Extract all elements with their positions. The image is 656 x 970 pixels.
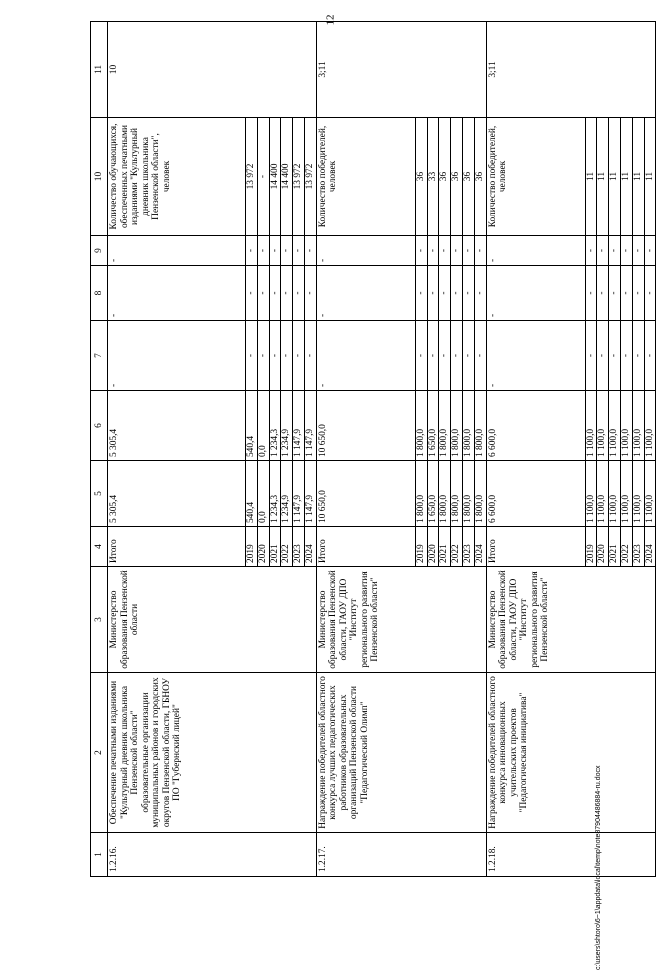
table-row [108, 22, 246, 877]
table-row [486, 22, 585, 877]
year-col-9: - [304, 236, 316, 266]
year-col-5: 1 800,0 [462, 461, 474, 527]
total-col-6: 5 305,4 [108, 391, 246, 461]
header-col-9: 9 [91, 236, 108, 266]
year-col-5: 1 100,0 [644, 461, 656, 527]
total-col-9: - [486, 236, 585, 266]
year-col-9: - [293, 236, 305, 266]
year-cell: 2024 [474, 527, 486, 567]
year-col-6: 1 650,0 [427, 391, 439, 461]
year-col-6: 1 100,0 [644, 391, 656, 461]
header-col-4: 4 [91, 527, 108, 567]
indicator-item: 3;11 [486, 22, 656, 118]
year-cell: 2024 [644, 527, 656, 567]
year-col-10: 11 [597, 118, 609, 236]
year-cell: 2023 [462, 527, 474, 567]
total-col-5: 10 650,0 [316, 461, 415, 527]
year-col-8: - [415, 266, 427, 321]
year-cell: 2020 [427, 527, 439, 567]
total-col-5: 5 305,4 [108, 461, 246, 527]
year-col-5: 1 147,9 [293, 461, 305, 527]
indicator-name: Количество победителей, человек [316, 118, 415, 236]
year-col-6: 1 800,0 [474, 391, 486, 461]
year-col-5: 1 650,0 [427, 461, 439, 527]
total-col-7: - [108, 321, 246, 391]
year-col-5: 1 234,9 [281, 461, 293, 527]
year-col-6: 1 147,9 [304, 391, 316, 461]
activity-name: Обеспечение печатными изданиями "Культурный дневник школьника Пензенской области" образовательные организации муниципальных районов и городских округов Пензенской области, ГБНОУ ПО "Губернский лицей" [108, 673, 317, 833]
year-col-7: - [462, 321, 474, 391]
year-col-10: 11 [632, 118, 644, 236]
year-col-8: - [474, 266, 486, 321]
year-col-10: 36 [451, 118, 463, 236]
year-col-10: 36 [415, 118, 427, 236]
year-col-6: 1 100,0 [620, 391, 632, 461]
table-row [316, 22, 415, 877]
year-col-8: - [257, 266, 269, 321]
year-col-9: - [451, 236, 463, 266]
year-col-5: 1 800,0 [415, 461, 427, 527]
total-col-6: 6 600,0 [486, 391, 585, 461]
year-cell: 2021 [439, 527, 451, 567]
footer-path-text: c:\users\shtoro\6~1\appdata\local\temp\note87904486884-ru.docx [595, 765, 602, 970]
indicator-name: Количество обучающихся, обеспеченных печатными изданиями "Культурный дневник школьника Пензенской области", человек [108, 118, 246, 236]
year-col-9: - [415, 236, 427, 266]
year-col-7: - [585, 321, 597, 391]
year-col-8: - [597, 266, 609, 321]
year-col-10: 14 400 [269, 118, 281, 236]
year-col-8: - [609, 266, 621, 321]
year-col-8: - [620, 266, 632, 321]
year-cell: 2023 [293, 527, 305, 567]
year-col-10: - [257, 118, 269, 236]
year-col-7: - [427, 321, 439, 391]
year-col-10: 14 400 [281, 118, 293, 236]
year-col-6: 1 100,0 [609, 391, 621, 461]
header-row [91, 22, 108, 877]
indicator-item: 10 [108, 22, 317, 118]
table-body [91, 22, 656, 877]
year-col-8: - [451, 266, 463, 321]
year-col-6: 0,0 [257, 391, 269, 461]
total-col-8: - [316, 266, 415, 321]
year-col-7: - [281, 321, 293, 391]
year-col-5: 1 100,0 [632, 461, 644, 527]
year-col-10: 13 972 [293, 118, 305, 236]
total-label: Итого [486, 527, 585, 567]
year-cell: 2019 [585, 527, 597, 567]
year-cell: 2021 [609, 527, 621, 567]
year-col-5: 1 234,3 [269, 461, 281, 527]
year-col-9: - [246, 236, 258, 266]
year-col-10: 13 972 [246, 118, 258, 236]
year-cell: 2019 [415, 527, 427, 567]
year-col-5: 1 147,9 [304, 461, 316, 527]
total-col-7: - [316, 321, 415, 391]
total-label: Итого [316, 527, 415, 567]
header-col-3: 3 [91, 567, 108, 673]
year-col-6: 540,4 [246, 391, 258, 461]
executor: Министерство образования Пензенской области, ГАОУ ДПО "Институт регионального развития Пензенской области" [316, 567, 486, 673]
item-number: 1.2.18. [486, 833, 656, 877]
year-col-10: 11 [585, 118, 597, 236]
year-cell: 2023 [632, 527, 644, 567]
year-col-9: - [620, 236, 632, 266]
year-col-6: 1 100,0 [585, 391, 597, 461]
year-cell: 2022 [620, 527, 632, 567]
header-col-2: 2 [91, 673, 108, 833]
indicator-name: Количество победителей, человек [486, 118, 585, 236]
item-number: 1.2.16. [108, 833, 317, 877]
program-table [90, 21, 656, 877]
header-col-11: 11 [91, 22, 108, 118]
year-col-8: - [269, 266, 281, 321]
year-col-8: - [644, 266, 656, 321]
year-col-8: - [427, 266, 439, 321]
header-col-10: 10 [91, 118, 108, 236]
year-col-8: - [281, 266, 293, 321]
year-col-9: - [585, 236, 597, 266]
year-col-6: 1 100,0 [597, 391, 609, 461]
header-col-1: 1 [91, 833, 108, 877]
year-col-5: 540,4 [246, 461, 258, 527]
year-col-10: 36 [439, 118, 451, 236]
indicator-item: 3;11 [316, 22, 486, 118]
year-cell: 2021 [269, 527, 281, 567]
year-col-5: 0,0 [257, 461, 269, 527]
year-col-9: - [269, 236, 281, 266]
year-cell: 2020 [257, 527, 269, 567]
total-col-5: 6 600,0 [486, 461, 585, 527]
year-col-9: - [462, 236, 474, 266]
year-col-6: 1 100,0 [632, 391, 644, 461]
year-col-8: - [304, 266, 316, 321]
year-col-7: - [451, 321, 463, 391]
year-col-8: - [462, 266, 474, 321]
executor: Министерство образования Пензенской области [108, 567, 317, 673]
year-col-7: - [415, 321, 427, 391]
year-col-6: 1 234,3 [269, 391, 281, 461]
year-col-7: - [246, 321, 258, 391]
year-col-6: 1 800,0 [451, 391, 463, 461]
year-col-7: - [474, 321, 486, 391]
page-number-text: 12 [324, 14, 337, 26]
item-number: 1.2.17. [316, 833, 486, 877]
total-col-6: 10 650,0 [316, 391, 415, 461]
header-col-7: 7 [91, 321, 108, 391]
year-col-8: - [585, 266, 597, 321]
year-col-5: 1 100,0 [620, 461, 632, 527]
year-col-10: 11 [609, 118, 621, 236]
year-col-7: - [632, 321, 644, 391]
header-col-5: 5 [91, 461, 108, 527]
year-col-9: - [439, 236, 451, 266]
year-col-6: 1 234,9 [281, 391, 293, 461]
year-col-9: - [609, 236, 621, 266]
year-col-7: - [439, 321, 451, 391]
total-col-9: - [316, 236, 415, 266]
year-col-9: - [427, 236, 439, 266]
year-col-9: - [257, 236, 269, 266]
year-col-9: - [632, 236, 644, 266]
year-col-9: - [644, 236, 656, 266]
year-col-9: - [597, 236, 609, 266]
activity-name: Награждение победителей областного конкурса лучших педагогических работников образовательных организаций Пензенской области "Педагогический Олимп" [316, 673, 486, 833]
year-col-7: - [304, 321, 316, 391]
year-col-7: - [293, 321, 305, 391]
year-col-9: - [474, 236, 486, 266]
year-col-10: 33 [427, 118, 439, 236]
header-col-8: 8 [91, 266, 108, 321]
total-col-8: - [486, 266, 585, 321]
total-col-7: - [486, 321, 585, 391]
year-col-8: - [293, 266, 305, 321]
year-col-6: 1 800,0 [462, 391, 474, 461]
year-col-5: 1 100,0 [585, 461, 597, 527]
year-col-6: 1 800,0 [415, 391, 427, 461]
activity-name: Награждение победителей областного конкурса инновационных учительских проектов "Педагогическая инициатива" [486, 673, 656, 833]
total-col-9: - [108, 236, 246, 266]
year-col-10: 13 972 [304, 118, 316, 236]
year-cell: 2020 [597, 527, 609, 567]
year-col-7: - [609, 321, 621, 391]
year-cell: 2019 [246, 527, 258, 567]
year-col-8: - [439, 266, 451, 321]
year-col-7: - [597, 321, 609, 391]
year-col-7: - [269, 321, 281, 391]
year-col-7: - [257, 321, 269, 391]
year-col-8: - [246, 266, 258, 321]
year-cell: 2024 [304, 527, 316, 567]
year-col-6: 1 800,0 [439, 391, 451, 461]
year-col-7: - [644, 321, 656, 391]
year-col-9: - [281, 236, 293, 266]
total-label: Итого [108, 527, 246, 567]
executor: Министерство образования Пензенской области, ГАОУ ДПО "Институт регионального развития Пензенской области" [486, 567, 656, 673]
year-col-10: 11 [620, 118, 632, 236]
year-col-5: 1 800,0 [439, 461, 451, 527]
year-col-7: - [620, 321, 632, 391]
year-col-5: 1 100,0 [609, 461, 621, 527]
year-col-10: 36 [474, 118, 486, 236]
year-col-5: 1 800,0 [451, 461, 463, 527]
total-col-8: - [108, 266, 246, 321]
year-col-5: 1 800,0 [474, 461, 486, 527]
year-col-5: 1 100,0 [597, 461, 609, 527]
year-col-10: 36 [462, 118, 474, 236]
year-col-10: 11 [644, 118, 656, 236]
footer-path [590, 765, 602, 970]
year-col-6: 1 147,9 [293, 391, 305, 461]
year-col-8: - [632, 266, 644, 321]
header-col-6: 6 [91, 391, 108, 461]
year-cell: 2022 [281, 527, 293, 567]
year-cell: 2022 [451, 527, 463, 567]
